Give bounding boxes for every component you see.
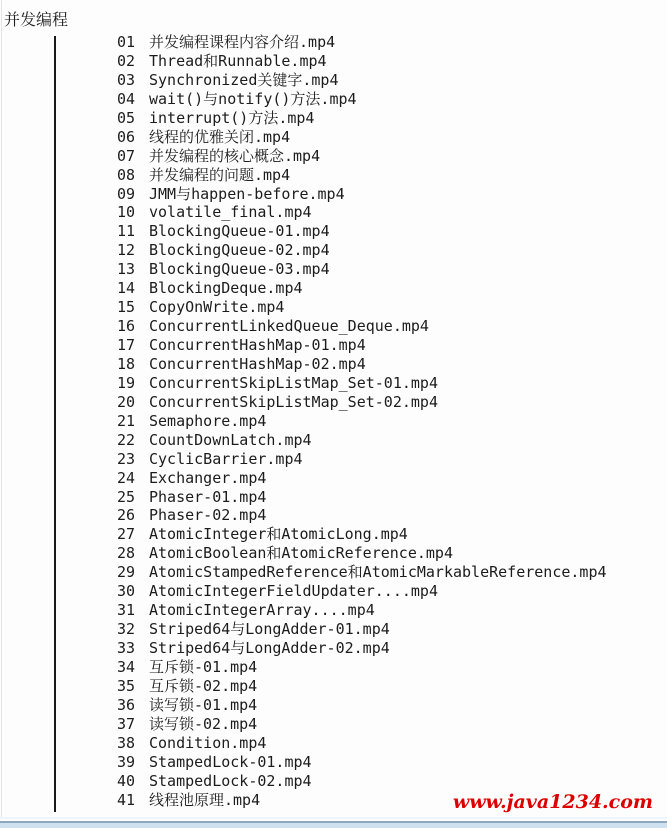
file-number: 40 [117, 771, 136, 790]
file-number: 04 [117, 89, 136, 108]
list-item[interactable] [117, 166, 665, 185]
file-name: AtomicInteger和AtomicLong.mp4 [149, 525, 408, 544]
file-number: 32 [117, 620, 136, 639]
file-number: 09 [117, 184, 136, 203]
list-item[interactable] [117, 185, 665, 204]
file-number: 39 [117, 752, 136, 771]
file-name: Exchanger.mp4 [149, 468, 267, 487]
list-item[interactable] [117, 71, 665, 90]
file-number: 23 [117, 449, 136, 468]
file-number: 08 [117, 165, 136, 184]
file-number: 28 [117, 544, 136, 563]
list-item[interactable] [117, 734, 665, 753]
file-name: Condition.mp4 [149, 733, 267, 752]
file-name: 线程的优雅关闭.mp4 [149, 127, 291, 146]
file-number: 36 [117, 695, 136, 714]
file-name: 并发编程的问题.mp4 [149, 165, 291, 184]
file-number: 21 [117, 411, 136, 430]
file-number: 27 [117, 525, 136, 544]
list-item[interactable] [117, 488, 665, 507]
file-name: AtomicIntegerFieldUpdater....mp4 [149, 582, 438, 601]
file-number: 07 [117, 146, 136, 165]
root-folder-label: 并发编程 [4, 10, 69, 29]
file-name: Semaphore.mp4 [149, 411, 267, 430]
file-name: ConcurrentHashMap-02.mp4 [149, 354, 366, 373]
list-item[interactable] [117, 33, 665, 52]
list-item[interactable] [117, 336, 665, 355]
list-item[interactable] [117, 355, 665, 374]
file-name: JMM与happen-before.mp4 [149, 184, 345, 203]
bottom-frame-fill [0, 823, 667, 828]
file-name: StampedLock-01.mp4 [149, 752, 312, 771]
file-name: AtomicIntegerArray....mp4 [149, 601, 375, 620]
file-number: 20 [117, 392, 136, 411]
file-name: AtomicBoolean和AtomicReference.mp4 [149, 544, 453, 563]
file-name: 并发编程课程内容介绍.mp4 [149, 33, 336, 51]
list-item[interactable] [117, 128, 665, 147]
list-item[interactable] [117, 506, 665, 525]
file-name: CountDownLatch.mp4 [149, 430, 312, 449]
file-number: 14 [117, 279, 136, 298]
file-name: BlockingQueue-01.mp4 [149, 222, 330, 241]
list-item[interactable] [117, 582, 665, 601]
file-number: 12 [117, 241, 136, 260]
window-bottom-frame [0, 817, 667, 828]
list-item[interactable] [117, 525, 665, 544]
list-item[interactable] [117, 772, 665, 791]
list-item[interactable] [117, 753, 665, 772]
file-name: Striped64与LongAdder-01.mp4 [149, 620, 390, 639]
file-number: 38 [117, 733, 136, 752]
file-name: Thread和Runnable.mp4 [149, 51, 327, 70]
file-number: 26 [117, 506, 136, 525]
list-item[interactable] [117, 696, 665, 715]
list-item[interactable] [117, 203, 665, 222]
file-name: CopyOnWrite.mp4 [149, 298, 285, 317]
file-number: 05 [117, 108, 136, 127]
file-name: ConcurrentSkipListMap_Set-01.mp4 [149, 373, 438, 392]
list-item[interactable] [117, 374, 665, 393]
file-name: 线程池原理.mp4 [149, 790, 261, 809]
file-name: wait()与notify()方法.mp4 [149, 89, 357, 108]
file-name: BlockingQueue-02.mp4 [149, 241, 330, 260]
file-number: 03 [117, 70, 136, 89]
file-name: AtomicStampedReference和AtomicMarkableReference.mp4 [149, 563, 607, 582]
file-name: Synchronized关键字.mp4 [149, 70, 339, 89]
file-name: 并发编程的核心概念.mp4 [149, 146, 321, 165]
file-name: ConcurrentSkipListMap_Set-02.mp4 [149, 392, 438, 411]
list-item[interactable] [117, 563, 665, 582]
list-item[interactable] [117, 601, 665, 620]
list-item[interactable] [117, 412, 665, 431]
file-number: 25 [117, 487, 136, 506]
list-item[interactable] [117, 450, 665, 469]
list-item[interactable] [117, 639, 665, 658]
file-number: 06 [117, 127, 136, 146]
list-item[interactable] [117, 677, 665, 696]
list-item[interactable] [117, 279, 665, 298]
list-item[interactable] [117, 658, 665, 677]
watermark-url: www.java1234.com [452, 791, 653, 813]
file-name: CyclicBarrier.mp4 [149, 449, 303, 468]
file-number: 18 [117, 354, 136, 373]
list-item[interactable] [117, 715, 665, 734]
file-number: 24 [117, 468, 136, 487]
list-item[interactable] [117, 317, 665, 336]
file-number: 16 [117, 317, 136, 336]
file-number: 10 [117, 203, 136, 222]
file-name: 互斥锁-02.mp4 [149, 676, 258, 695]
file-number: 37 [117, 714, 136, 733]
file-number: 34 [117, 657, 136, 676]
list-item[interactable] [117, 90, 665, 109]
file-name: BlockingDeque.mp4 [149, 279, 303, 298]
file-number: 22 [117, 430, 136, 449]
file-name: 读写锁-02.mp4 [149, 714, 258, 733]
file-name: BlockingQueue-03.mp4 [149, 260, 330, 279]
list-item[interactable] [117, 544, 665, 563]
list-item[interactable] [117, 52, 665, 71]
file-name: Phaser-01.mp4 [149, 487, 267, 506]
file-number: 30 [117, 582, 136, 601]
file-name: ConcurrentLinkedQueue_Deque.mp4 [149, 317, 429, 336]
list-item[interactable] [117, 469, 665, 488]
file-name: Striped64与LongAdder-02.mp4 [149, 639, 390, 657]
file-number: 19 [117, 373, 136, 392]
file-number: 35 [117, 676, 136, 695]
file-name: ConcurrentHashMap-01.mp4 [149, 336, 366, 354]
file-number: 33 [117, 639, 136, 657]
file-name: volatile_final.mp4 [149, 203, 312, 222]
tree-branch-line [54, 36, 56, 812]
list-item[interactable] [117, 109, 665, 128]
file-name: 互斥锁-01.mp4 [149, 657, 258, 676]
list-item[interactable] [117, 298, 665, 317]
list-item[interactable] [117, 620, 665, 639]
file-name: StampedLock-02.mp4 [149, 771, 312, 790]
file-name: 读写锁-01.mp4 [149, 695, 258, 714]
file-number: 11 [117, 222, 136, 241]
file-number: 41 [117, 790, 136, 809]
file-number: 29 [117, 563, 136, 582]
left-border-line [1, 0, 2, 818]
list-item[interactable] [117, 241, 665, 260]
file-number: 31 [117, 601, 136, 620]
list-item[interactable] [117, 222, 665, 241]
file-list [117, 33, 665, 809]
file-name: interrupt()方法.mp4 [149, 108, 315, 127]
list-item[interactable] [117, 393, 665, 412]
file-number: 15 [117, 298, 136, 317]
file-number: 02 [117, 51, 136, 70]
file-number: 13 [117, 260, 136, 279]
file-number: 17 [117, 336, 136, 354]
file-number: 01 [117, 33, 136, 51]
list-item[interactable] [117, 147, 665, 166]
list-item[interactable] [117, 431, 665, 450]
list-item[interactable] [117, 260, 665, 279]
file-name: Phaser-02.mp4 [149, 506, 267, 525]
